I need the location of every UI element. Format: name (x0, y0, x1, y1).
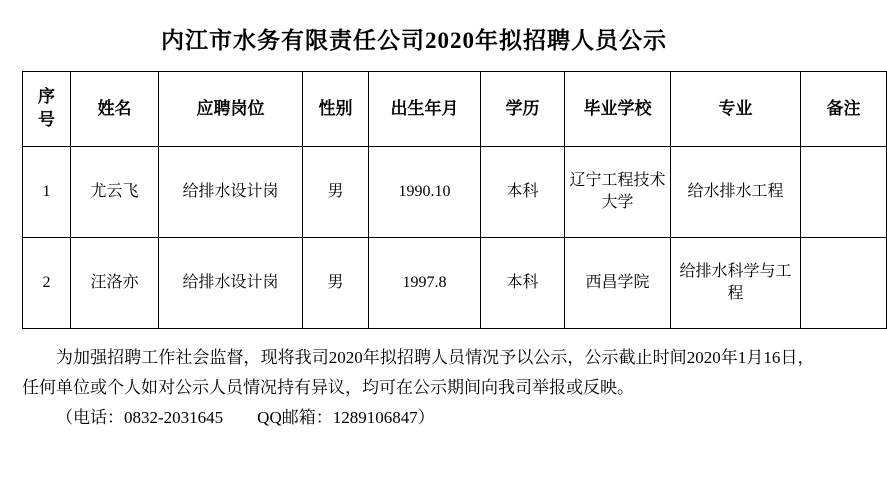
table-header-row (23, 72, 887, 147)
cell-post: 给排水设计岗 (159, 147, 303, 238)
page-title: 内江市水务有限责任公司2020年拟招聘人员公示 (161, 28, 667, 53)
column-header-gender: 性别 (303, 72, 369, 147)
cell-major: 给排水科学与工程 (671, 238, 801, 329)
cell-name: 汪洛亦 (71, 238, 159, 329)
cell-education: 本科 (481, 147, 565, 238)
column-header-major: 专业 (671, 72, 801, 147)
column-header-remark: 备注 (801, 72, 887, 147)
cell-remark (801, 147, 887, 238)
column-header-post: 应聘岗位 (159, 72, 303, 147)
cell-major: 给水排水工程 (671, 147, 801, 238)
cell-name: 尤云飞 (71, 147, 159, 238)
notice-paragraph: 为加强招聘工作社会监督，现将我司2020年拟招聘人员情况予以公示，公示截止时间2020年1月16日， 任何单位或个人如对公示人员情况持有异议，均可在公示期间向我司举报或反映。 (22, 348, 823, 397)
cell-seq: 1 (23, 147, 71, 238)
notice-body (22, 343, 823, 432)
column-header-seq-line1: 序 (38, 87, 55, 107)
column-header-name: 姓名 (71, 72, 159, 147)
cell-birth: 1997.8 (369, 238, 481, 329)
cell-gender: 男 (303, 147, 369, 238)
cell-seq: 2 (23, 238, 71, 329)
cell-school: 西昌学院 (565, 238, 671, 329)
column-header-seq-line2: 号 (38, 110, 55, 129)
cell-gender: 男 (303, 238, 369, 329)
column-header-birth: 出生年月 (369, 72, 481, 147)
cell-post: 给排水设计岗 (159, 238, 303, 329)
column-header-seq (23, 72, 71, 147)
column-header-school: 毕业学校 (565, 72, 671, 147)
recruitment-table (22, 71, 887, 329)
document-page (0, 22, 861, 494)
cell-school: 辽宁工程技术大学 (565, 147, 671, 238)
cell-birth: 1990.10 (369, 147, 481, 238)
column-header-education: 学历 (481, 72, 565, 147)
table-row (23, 238, 887, 329)
table-row (23, 147, 887, 238)
cell-education: 本科 (481, 238, 565, 329)
contact-line: （电话：0832-2031645 QQ邮箱：1289106847） (56, 407, 435, 427)
cell-remark (801, 238, 887, 329)
